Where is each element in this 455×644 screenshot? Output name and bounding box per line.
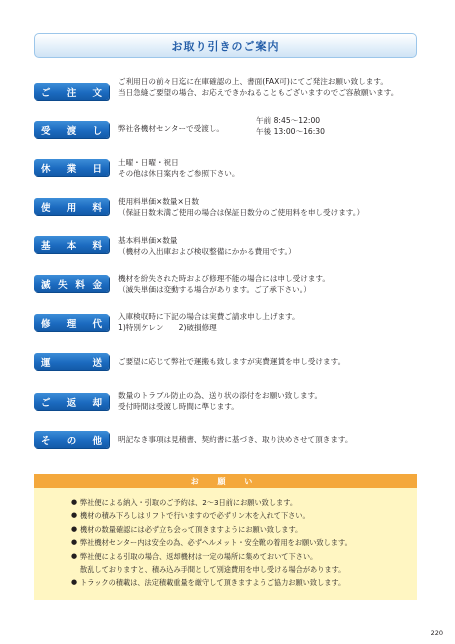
desc-line: ご利用日の前々日迄に在庫確認の上、書面(FAX可)にてご発注お願い致します。 <box>118 77 388 86</box>
label-char: 料 <box>75 279 85 291</box>
bullet-icon: ● <box>71 498 78 506</box>
label-char: 日 <box>92 163 102 175</box>
label-char: 失 <box>58 279 68 291</box>
desc-line: （保証日数未満ご使用の場合は保証日数分のご使用料を申し受けます。） <box>118 208 365 217</box>
desc-line: その他は休日案内をご参照下さい。 <box>118 169 240 178</box>
label-char: 基 <box>41 240 51 252</box>
section-label-return <box>34 393 109 410</box>
label-char: 理 <box>66 318 77 330</box>
label-char: 渡 <box>66 125 77 137</box>
section-desc-loss-fee <box>118 273 330 295</box>
label-char: 使 <box>41 202 51 214</box>
desc-line: （滅失単価は変動する場合があります。ご了承下さい。） <box>118 285 312 294</box>
page-title: お取り引きのご案内 <box>171 39 280 53</box>
notice-text: 機材の積み下ろしはリフトで行いますので必ずリン木を入れて下さい。 <box>80 511 310 521</box>
section-desc-delivery <box>118 123 224 134</box>
notice-heading-bar <box>34 474 417 488</box>
hours-am: 午前 8:45～12:00 <box>256 116 321 125</box>
section-label-holidays <box>34 159 109 176</box>
bullet-icon: ● <box>71 578 78 587</box>
notice-item <box>71 496 352 509</box>
desc-line: ご要望に応じて弊社で運搬も致しますが実費運賃を申し受けます。 <box>118 357 346 366</box>
label-char: 本 <box>66 240 77 252</box>
desc-line: 使用料単価×数量×日数 <box>118 197 200 206</box>
label-char: 料 <box>92 202 102 214</box>
label-char: 注 <box>66 87 77 99</box>
notice-heading: お 願 い <box>190 476 261 486</box>
notice-item <box>71 536 352 549</box>
label-char: 送 <box>92 357 102 369</box>
notice-list <box>71 496 352 590</box>
delivery-hours <box>256 116 325 137</box>
label-char: 運 <box>41 357 51 369</box>
label-char: そ <box>41 435 51 447</box>
desc-line: 入庫検収時に下記の場合は実費ご請求申し上げます。 <box>118 312 300 321</box>
desc-line: 数量のトラブル防止の為、送り状の添付をお願い致します。 <box>118 391 323 400</box>
section-label-loss-fee <box>34 275 109 292</box>
desc-line: 明記なき事項は見積書、契約書に基づき、取り決めさせて頂きます。 <box>118 435 353 444</box>
section-label-delivery <box>34 121 109 138</box>
section-label-other <box>34 431 109 448</box>
label-char: 金 <box>92 279 102 291</box>
label-char: 代 <box>92 318 102 330</box>
section-label-repair-fee <box>34 314 109 331</box>
desc-line: 基本料単価×数量 <box>118 236 178 245</box>
section-label-usage-fee <box>34 198 109 215</box>
label-char: の <box>66 435 77 447</box>
notice-text-continued: 散乱しておりますと、積み込み手間として別途費用を申し受ける場合があります。 <box>80 564 346 574</box>
section-desc-basic-fee <box>118 235 296 257</box>
notice-text: 弊社機材センター内は安全の為、必ずヘルメット・安全靴の着用をお願い致します。 <box>80 538 352 548</box>
label-char: ご <box>41 397 51 409</box>
notice-box <box>34 488 417 600</box>
hours-pm: 午後 13:00～16:30 <box>256 126 325 136</box>
notice-text: トラックの積載は、法定積載重量を厳守して頂きますようご協力お願い致します。 <box>80 578 346 588</box>
notice-text: 弊社便による引取の場合、返却機材は一定の場所に集めておいて下さい。 <box>80 551 318 561</box>
notice-text: 弊社便による納入・引取のご予約は、2～3日前にお願い致します。 <box>80 498 298 507</box>
section-desc-transport <box>118 356 345 367</box>
desc-line: 受付時間は受渡し時間に準じます。 <box>118 402 239 411</box>
section-label-transport <box>34 353 109 370</box>
label-char: 業 <box>66 163 77 175</box>
section-desc-order <box>118 76 398 98</box>
notice-item <box>71 523 352 536</box>
notice-item <box>71 509 352 522</box>
section-label-order <box>34 83 109 100</box>
label-char: 用 <box>66 202 77 214</box>
section-desc-usage-fee <box>118 196 364 218</box>
bullet-icon: ● <box>71 551 78 560</box>
label-char: ご <box>41 87 51 99</box>
desc-line: （機材の入出庫および検収整備にかかる費用です。） <box>118 247 296 256</box>
label-char: 返 <box>66 397 77 409</box>
section-desc-other <box>118 434 353 445</box>
title-banner <box>34 33 417 58</box>
label-char: 修 <box>41 318 51 330</box>
notice-text: 機材の数量確認には必ず立ち会って頂きますようにお願い致します。 <box>80 524 303 534</box>
bullet-icon: ● <box>71 538 78 547</box>
section-desc-return <box>118 390 322 412</box>
label-char: し <box>92 125 102 137</box>
label-char: 料 <box>92 240 102 252</box>
label-char: 他 <box>92 435 102 447</box>
label-char: 滅 <box>41 279 51 291</box>
desc-line: 土曜・日曜・祝日 <box>118 158 179 167</box>
desc-line: 弊社各機材センターで受渡し。 <box>118 124 225 133</box>
desc-line: 機材を紛失された時および修理不能の場合には申し受けます。 <box>118 274 331 283</box>
page-number: 220 <box>430 629 443 637</box>
notice-item <box>71 550 352 563</box>
label-char: 却 <box>92 397 102 409</box>
label-char: 受 <box>41 125 51 137</box>
section-desc-holidays <box>118 157 240 179</box>
section-desc-repair-fee <box>118 311 300 333</box>
label-char: 休 <box>41 163 51 175</box>
bullet-icon: ● <box>71 511 78 520</box>
section-label-basic-fee <box>34 236 109 253</box>
label-char: 文 <box>92 87 102 99</box>
notice-item <box>71 576 352 589</box>
desc-line: 1)特別ケレン 2)破損修理 <box>118 323 217 332</box>
desc-line: 当日急縫ご要望の場合、お応えできかねることもございますのでご容赦願います。 <box>118 88 399 97</box>
bullet-icon: ● <box>71 524 78 533</box>
